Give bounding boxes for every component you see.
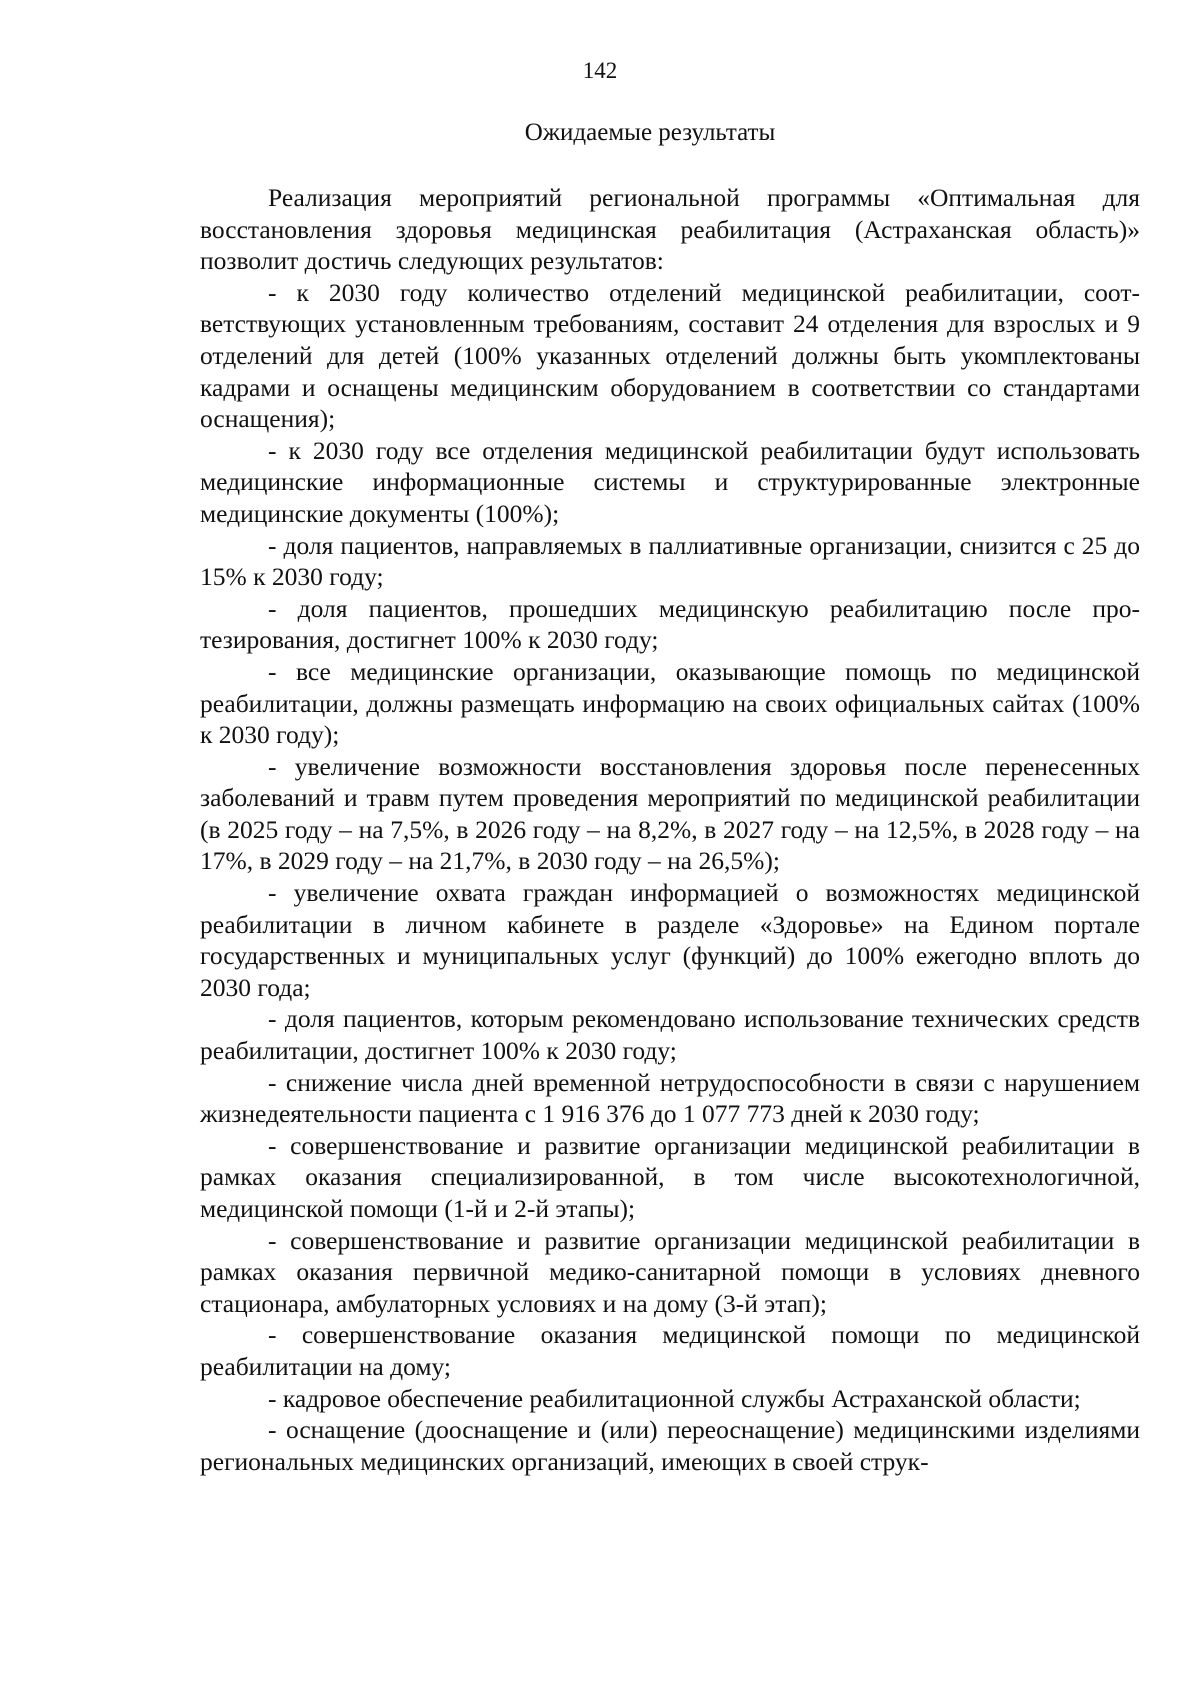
result-item: - все медицинские организации, оказывающие помощь по медицинской реабилитации, должны размещать информацию на своих официальных сайтах (100% к 2030 году);: [200, 656, 1140, 750]
result-item: - совершенствование оказания медицинской помощи по медицинской реабилитации на дому;: [200, 1320, 1140, 1381]
result-item: - совершенствование и развитие организации медицинской реабилитации в рамках оказания специализированной, в том числе высокотехнологичной, медицинской помощи (1-й и 2-й этапы);: [200, 1130, 1140, 1223]
result-item: - доля пациентов, которым рекомендовано использование технических средств реабилитации, достигнет 100% к 2030 году;: [200, 1004, 1140, 1066]
result-item: - увеличение возможности восстановления здоровья после перенесенных заболеваний и травм путем проведения мероприятий по медицинской реабилитации (в 2025 году – на 7,5%, в 2026 году – на 8,2%, в 2027 году – на 12,5%, в 2028 году – на 17%, в 2029 году – на 21,7%, в 2030 году – на 26,5%);: [200, 751, 1140, 876]
result-item: - совершенствование и развитие организации медицинской реабилитации в рамках оказания первичной медико-санитарной помощи в условиях дневного стационара, амбулаторных условиях и на дому (3-й этап);: [200, 1225, 1140, 1318]
result-item: - к 2030 году количество отделений медицинской реабилитации, соответствующих установленным требованиям, составит 24 отделения для взрослых и 9 отделений для детей (100% указанных отделений должны быть укомплектованы кадрами и оснащены медицинским оборудованием в соответствии со стандартами оснащения);: [200, 277, 1140, 434]
result-item: - увеличение охвата граждан информацией о возможностях медицинской реабилитации в личном кабинете в разделе «Здоровье» на Едином портале государственных и муниципальных услуг (функций) до 100% ежегодно вплоть до 2030 года;: [200, 878, 1140, 1002]
intro-paragraph: Реализация мероприятий региональной программы «Оптимальная для восстановления здоровья медицинская реабилитация (Астраханская область)» позволит достичь следующих результатов:: [200, 183, 1140, 276]
body-text: [200, 182, 1140, 1477]
page-number: 142: [582, 58, 618, 83]
result-item: - доля пациентов, направляемых в паллиативные организации, снизится с 25 до 15% к 2030 году;: [200, 530, 1140, 592]
section-title: Ожидаемые результаты: [524, 119, 776, 146]
result-item: - к 2030 году все отделения медицинской реабилитации будут использовать медицинские информационные системы и структурированные электронные медицинские документы (100%);: [200, 435, 1140, 528]
result-item: - снижение числа дней временной нетрудоспособности в связи с нарушением жизнедеятельности пациента с 1 916 376 до 1 077 773 дней к 2030 году;: [200, 1067, 1140, 1129]
result-item: - доля пациентов, прошедших медицинскую реабилитацию после протезирования, достигнет 100% к 2030 году;: [200, 593, 1140, 655]
result-item: - кадровое обеспечение реабилитационной службы Астраханской области;: [268, 1383, 1081, 1413]
result-item: - оснащение (дооснащение и (или) переоснащение) медицинскими изделиями региональных медицинских организаций, имеющих в своей струк-: [200, 1415, 1140, 1476]
